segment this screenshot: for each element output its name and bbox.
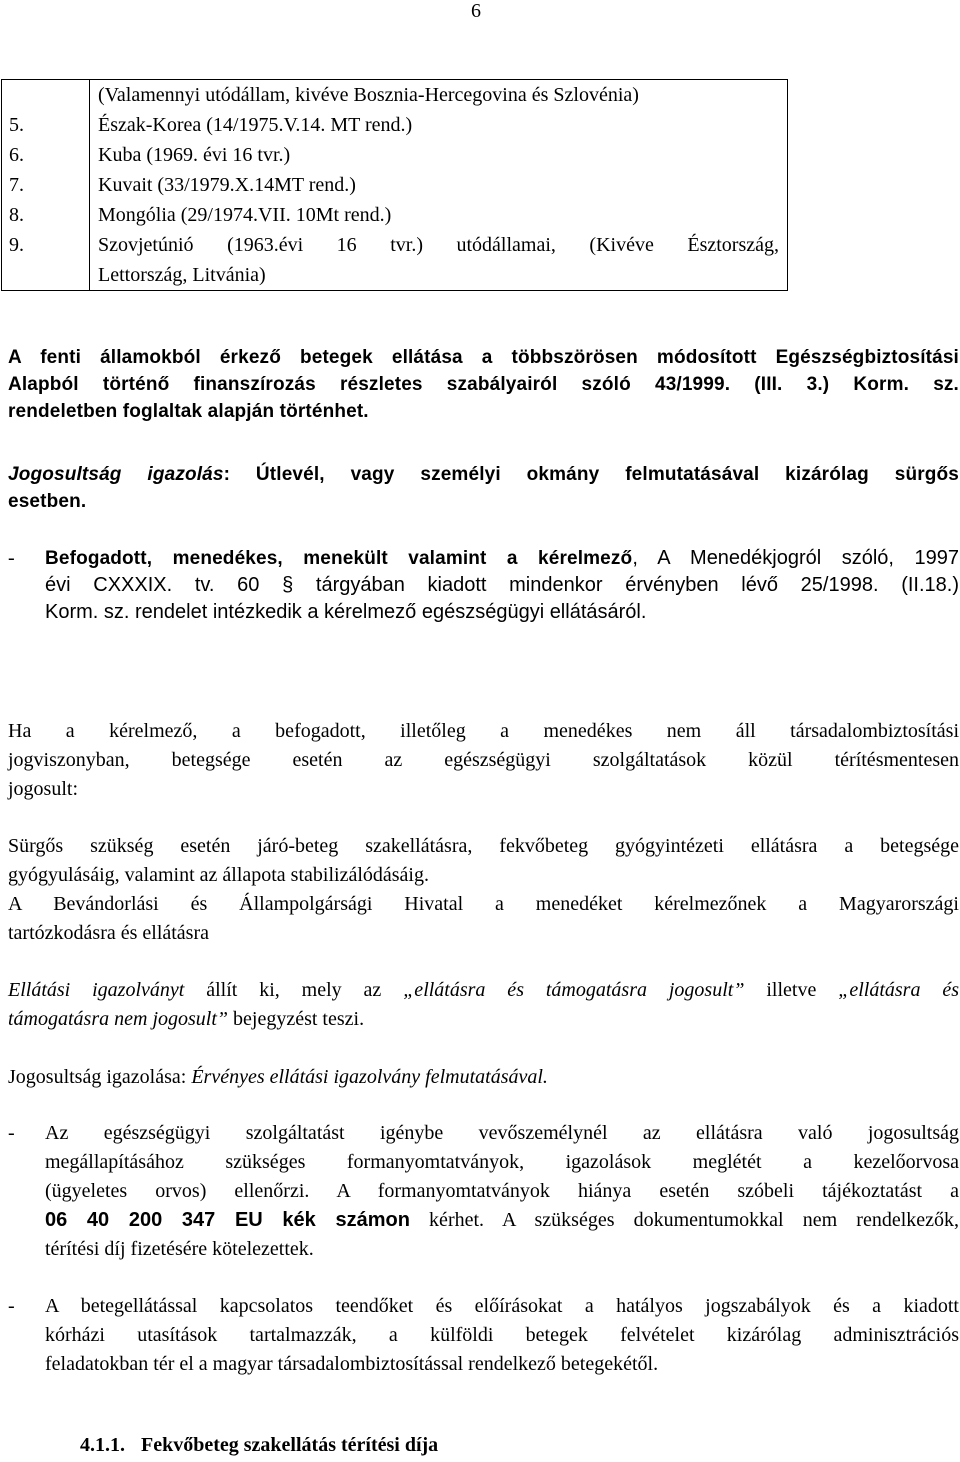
- page-number: 6: [471, 0, 481, 22]
- immigration-office-paragraph: A Bevándorlási és Állampolgársági Hivatal a menedéket kérelmezőnek a Magyarországi tartózkodásra és ellátásra: [8, 893, 959, 944]
- intro-bold-paragraph: A fenti államokból érkező betegek ellátása a többszörösen módosított Egészségbiztosítási Alapból történő finanszírozás részletes szabályairól szóló 43/1999. (III. 3.) Korm. sz. rendeletben foglaltak alapján történhet.: [8, 347, 959, 422]
- section-heading: [80, 1434, 438, 1457]
- section-number: 4.1.1.: [80, 1434, 125, 1456]
- phone-number: 06 40 200 347 EU kék számon: [45, 1209, 410, 1231]
- refugee-list-item: - Befogadott, menedékes, menekült valamint a kérelmező, A Menedékjogról szóló, 1997 évi CXXXIX. tv. 60 § tárgyában kiadott mindenkor érvényben lévő 25/1998. (II.18.) Korm. sz. rendelet intézkedik a kérelmező egészségügyi ellátásáról.: [8, 547, 959, 623]
- row-text: Kuvait (33/1979.X.14MT rend.): [98, 174, 356, 196]
- eligibility-label: Jogosultság igazolás: [8, 464, 224, 485]
- section-title: Fekvőbeteg szakellátás térítési díja: [141, 1434, 439, 1456]
- row-text-continued: Lettország, Litvánia): [98, 264, 266, 286]
- row-number: 8.: [9, 204, 24, 226]
- row-number: 9.: [9, 234, 24, 256]
- foreign-patients-list-item: - A betegellátással kapcsolatos teendőket és előírásokat a hatályos jogszabályok és a kiadott kórházi utasítások tartalmazzák, a külföldi betegek felvételet kizárólag adminisztrációs feladatokban tér el a magyar társadalombiztosítással rendelkező betegekétől.: [8, 1295, 959, 1375]
- row-text: Észak-Korea (14/1975.V.14. MT rend.): [98, 114, 413, 136]
- urgent-care-paragraph: Sürgős szükség esetén járó-beteg szakellátásra, fekvőbeteg gyógyintézeti ellátásra a betegsége gyógyulásáig, valamint az állapota stabilizálódásáig.: [8, 835, 959, 886]
- care-card-paragraph: Ellátási igazolványt állít ki, mely az „ellátásra és támogatásra jogosult” illetve „ellátásra és támogatásra nem jogosult” bejegyzést teszi.: [8, 979, 960, 1030]
- row-text: Kuba (1969. évi 16 tvr.): [98, 144, 291, 166]
- row-number: 6.: [9, 144, 24, 166]
- eligibility-paragraph-2: Jogosultság igazolása: Érvényes ellátási igazolvány felmutatásával.: [8, 1066, 548, 1088]
- row-number: 5.: [9, 114, 24, 136]
- country-table: [1, 79, 788, 291]
- row-text: Szovjetúnió (1963.évi 16 tvr.) utódállamai, (Kivéve Észtország,: [98, 234, 779, 256]
- uninsured-paragraph: Ha a kérelmező, a befogadott, illetőleg a menedékes nem áll társadalombiztosítási jogviszonyban, betegsége esetén az egészségügyi szolgáltatások közül térítésmentesen jogosult:: [8, 720, 959, 800]
- row-text: (Valamennyi utódállam, kivéve Bosznia-Hercegovina és Szlovénia): [98, 84, 639, 106]
- table-row: [2, 80, 788, 291]
- eligibility-paragraph-1: Jogosultság igazolás: Útlevél, vagy személyi okmány felmutatásával kizárólag sürgős esetben.: [8, 464, 959, 512]
- row-number: 7.: [9, 174, 24, 196]
- verification-list-item: - Az egészségügyi szolgáltatást igénybe vevőszemélynél az ellátásra való jogosultság megállapításához szükséges formanyomtatványok, igazolások meglétét a kezelőorvosa (ügyeletes orvos) ellenőrzi. A formanyomtatványok hiánya esetén szóbeli tájékoztatást a 06 40 200 347 EU kék számon kérhet. A szükséges dokumentumokkal nem rendelkezők, térítési díj fizetésére kötelezettek.: [8, 1122, 960, 1260]
- row-text: Mongólia (29/1974.VII. 10Mt rend.): [98, 204, 392, 226]
- row-number: [9, 80, 89, 110]
